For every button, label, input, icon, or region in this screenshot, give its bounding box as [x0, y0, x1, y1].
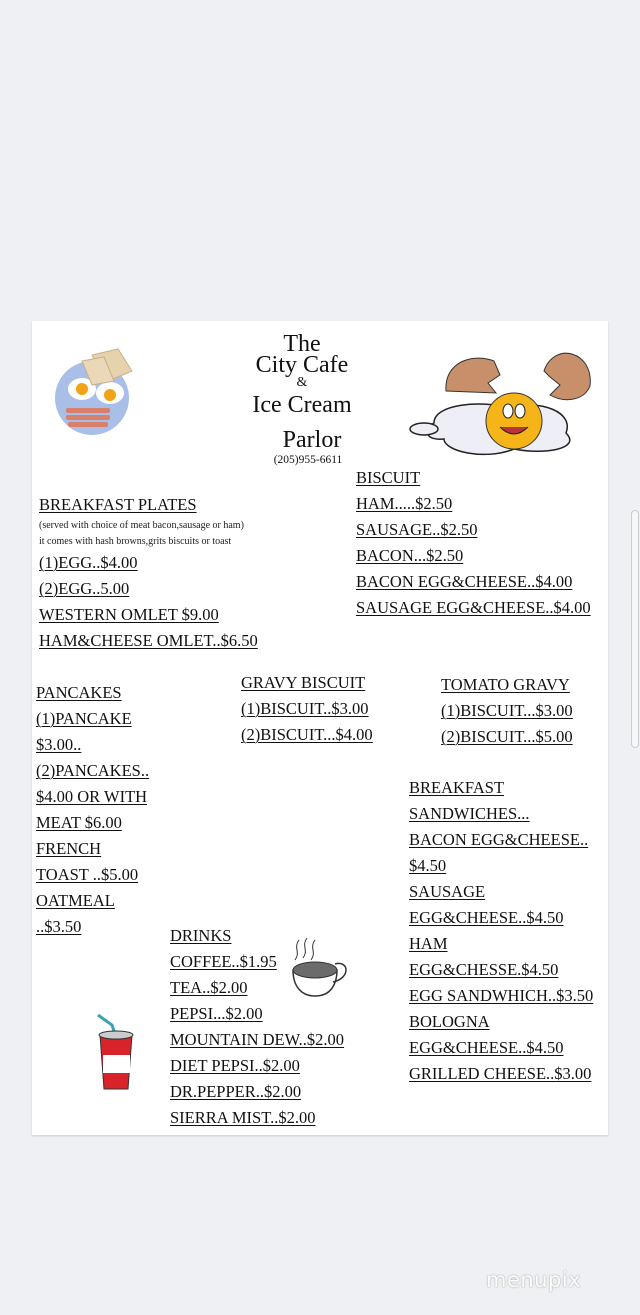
- menu-item: [36, 758, 149, 784]
- menu-line-text: EGG&CHEESE..$4.50: [409, 908, 564, 927]
- menu-item: [409, 905, 593, 931]
- biscuit-section: [356, 465, 591, 621]
- menu-item: [39, 628, 258, 654]
- plates-note: it comes with hash browns,grits biscuits or toast: [39, 536, 232, 547]
- cafe-name-city-cafe: City Cafe: [255, 352, 349, 378]
- pancakes-section: [36, 680, 149, 940]
- plates-note: (served with choice of meat bacon,sausage or ham): [39, 520, 244, 531]
- menu-item: [170, 1001, 344, 1027]
- section-title: [441, 672, 573, 698]
- menu-line-text: COFFEE..$1.95: [170, 952, 277, 971]
- scrollbar[interactable]: [631, 510, 639, 748]
- menu-item: [170, 1053, 344, 1079]
- menu-item: [409, 957, 593, 983]
- menu-image: [32, 321, 608, 1135]
- menu-item: [356, 517, 591, 543]
- menu-line-text: ..$3.50: [36, 917, 82, 936]
- menu-line-text: $4.00 OR WITH: [36, 787, 148, 806]
- menu-line-text: BACON EGG&CHEESE..: [409, 830, 589, 849]
- section-title: [356, 465, 591, 491]
- menu-item: [241, 696, 373, 722]
- menu-line-text: DR.PEPPER..$2.00: [170, 1082, 302, 1101]
- menu-item: [409, 931, 593, 957]
- menu-line-text: (2)BISCUIT...$5.00: [441, 727, 573, 746]
- menu-line-text: (2)BISCUIT...$4.00: [241, 725, 373, 744]
- menu-item: [170, 1105, 344, 1131]
- menu-item: [409, 1009, 593, 1035]
- menu-line-text: BACON...$2.50: [356, 546, 464, 565]
- cafe-name-parlor: Parlor: [282, 427, 342, 453]
- menu-item: [356, 491, 591, 517]
- gravy-biscuit-section: [241, 670, 373, 748]
- breakfast-sandwiches-section: [409, 775, 593, 1087]
- menu-item: [409, 879, 593, 905]
- menu-line-text: EGG&CHEESE..$4.50: [409, 1038, 564, 1057]
- section-title: BREAKFAST PLATES: [39, 495, 197, 514]
- menu-line-text: BACON EGG&CHEESE..$4.00: [356, 572, 573, 591]
- menu-line-text: GRAVY BISCUIT: [241, 673, 366, 692]
- menu-line-text: DRINKS: [170, 926, 232, 945]
- menu-line-text: (1)BISCUIT...$3.00: [441, 701, 573, 720]
- menu-item: [36, 784, 149, 810]
- menu-line-text: SANDWICHES...: [409, 804, 530, 823]
- menu-line-text: TOMATO GRAVY: [441, 675, 570, 694]
- menu-item: [36, 836, 149, 862]
- cafe-name-ice-cream: Ice Cream: [252, 392, 352, 418]
- menu-line-text: TEA..$2.00: [170, 978, 248, 997]
- menu-item: [170, 1079, 344, 1105]
- menu-line-text: EGG&CHESSE.$4.50: [409, 960, 559, 979]
- menu-line-text: $3.00..: [36, 735, 82, 754]
- menu-line-text: SAUSAGE..$2.50: [356, 520, 478, 539]
- menu-line-text: (2)EGG..5.00: [39, 579, 130, 598]
- menu-line-text: PEPSI...$2.00: [170, 1004, 263, 1023]
- menu-line-text: (1)BISCUIT..$3.00: [241, 699, 369, 718]
- menu-item: [441, 698, 573, 724]
- menu-item: [409, 1035, 593, 1061]
- section-title: [241, 670, 373, 696]
- menu-line-text: FRENCH: [36, 839, 102, 858]
- menu-line-text: $4.50: [409, 856, 447, 875]
- breakfast-plates-section: [39, 492, 258, 654]
- menu-line-text: BOLOGNA: [409, 1012, 490, 1031]
- menu-item: [356, 543, 591, 569]
- menu-line-text: (2)PANCAKES..: [36, 761, 150, 780]
- menu-item: [36, 914, 149, 940]
- section-title: [36, 680, 149, 706]
- menu-item: [356, 569, 591, 595]
- menu-line-text: OATMEAL: [36, 891, 115, 910]
- menu-line-text: BISCUIT: [356, 468, 421, 487]
- menu-item: [39, 550, 258, 576]
- menu-item: [409, 853, 593, 879]
- breakfast-plate-icon: [52, 343, 142, 438]
- menu-item: [36, 706, 149, 732]
- menu-line-text: EGG SANDWHICH..$3.50: [409, 986, 594, 1005]
- menu-item: [409, 1061, 593, 1087]
- menu-line-text: GRILLED CHEESE..$3.00: [409, 1064, 592, 1083]
- menu-line-text: SIERRA MIST..$2.00: [170, 1108, 316, 1127]
- menu-item: [39, 576, 258, 602]
- menu-line-text: (1)PANCAKE: [36, 709, 132, 728]
- menu-line-text: HAM&CHEESE OMLET..$6.50: [39, 631, 258, 650]
- menu-line-text: MEAT $6.00: [36, 813, 122, 832]
- menu-line-text: MOUNTAIN DEW..$2.00: [170, 1030, 345, 1049]
- section-title: [409, 775, 593, 801]
- menu-item: [409, 827, 593, 853]
- menu-item: [36, 810, 149, 836]
- menu-item: [36, 862, 149, 888]
- menu-item: [170, 1027, 344, 1053]
- phone-number: (205)955-6611: [273, 454, 343, 466]
- menu-line-text: (1)EGG..$4.00: [39, 553, 138, 572]
- menu-line-text: TOAST ..$5.00: [36, 865, 139, 884]
- menupix-watermark: menupix: [486, 1268, 582, 1292]
- coffee-cup-icon: [287, 936, 353, 1000]
- menu-item: [409, 983, 593, 1009]
- menu-line-text: BREAKFAST: [409, 778, 505, 797]
- menu-item: [441, 724, 573, 750]
- tomato-gravy-section: [441, 672, 573, 750]
- menu-line-text: PANCAKES: [36, 683, 122, 702]
- menu-line-text: HAM.....$2.50: [356, 494, 453, 513]
- menu-item: [409, 801, 593, 827]
- menu-item: [39, 602, 258, 628]
- menu-line-text: WESTERN OMLET $9.00: [39, 605, 219, 624]
- cafe-name-ampersand: &: [296, 375, 308, 390]
- menu-line-text: SAUSAGE EGG&CHEESE..$4.00: [356, 598, 591, 617]
- soda-cup-icon: [94, 1011, 138, 1091]
- menu-line-text: DIET PEPSI..$2.00: [170, 1056, 300, 1075]
- cafe-name-the: The: [283, 331, 321, 357]
- menu-item: [356, 595, 591, 621]
- menu-line-text: HAM: [409, 934, 448, 953]
- menu-line-text: SAUSAGE: [409, 882, 486, 901]
- menu-item: [241, 722, 373, 748]
- menu-item: [36, 888, 149, 914]
- cracked-egg-icon: [404, 331, 600, 461]
- menu-item: [36, 732, 149, 758]
